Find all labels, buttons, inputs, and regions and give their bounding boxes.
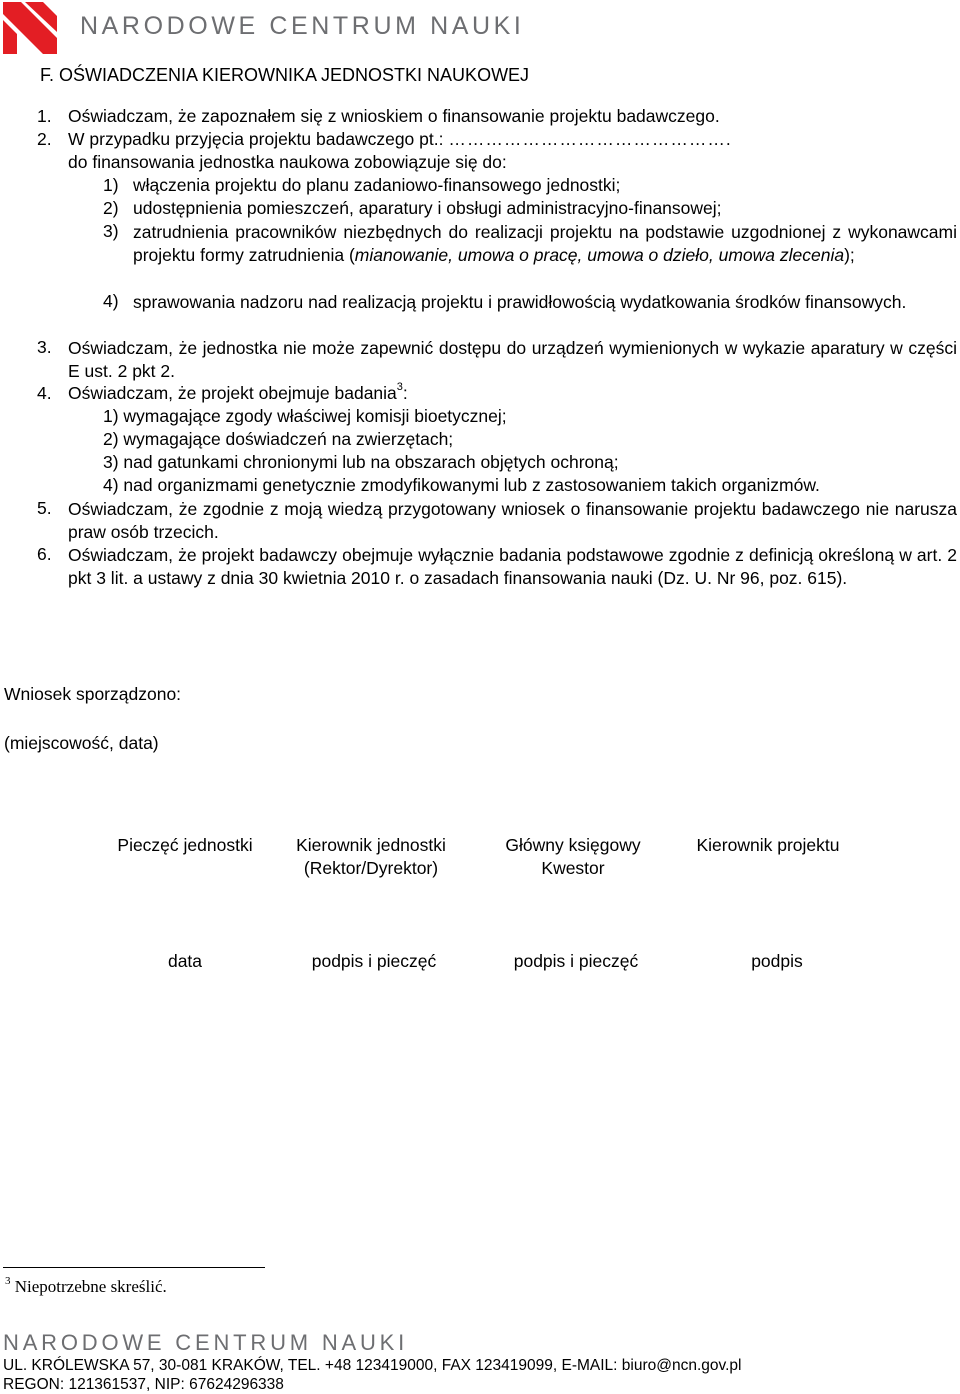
place-date-label: (miejscowość, data)	[4, 733, 159, 753]
statement-text: Oświadczam, że projekt obejmuje badania	[68, 383, 397, 403]
ncn-logo-icon	[3, 2, 57, 54]
sub-text: sprawowania nadzoru nad realizacją projektu i prawidłowością wydatkowania środków finansowych.	[133, 292, 907, 312]
employment-forms: mianowanie, umowa o pracę, umowa o dzieło, umowa zlecenia	[354, 245, 845, 265]
signature-header: Główny księgowy Kwestor	[505, 835, 641, 878]
signature-label: podpis i pieczęć	[311, 951, 437, 971]
signature-header: Pieczęć jednostki	[117, 835, 253, 855]
footnote-text: Niepotrzebne skreślić.	[10, 1277, 167, 1296]
signature-label: podpis	[751, 951, 803, 971]
signature-label: data	[167, 951, 203, 971]
statement-number: 5.	[37, 498, 52, 518]
statement-text: Oświadczam, że jednostka nie może zapewnić dostępu do urządzeń wymienionych w wykazie aparatury w części E ust. 2 pkt 2.	[68, 338, 957, 381]
footnote-ref: 3	[396, 381, 403, 393]
prepared-label: Wniosek sporządzono:	[4, 684, 182, 704]
statement-text-cont: do finansowania jednostka naukowa zobowiązuje się do:	[68, 152, 507, 172]
statement-text: Oświadczam, że zapoznałem się z wnioskiem o finansowanie projektu badawczego.	[68, 106, 720, 126]
footer-address: UL. KRÓLEWSKA 57, 30-081 KRAKÓW, TEL. +48 123419000, FAX 123419099, E-MAIL: biuro@ncn.gov.pl	[3, 1357, 742, 1374]
footnote-divider	[3, 1267, 265, 1268]
statement-number: 3.	[37, 337, 52, 357]
footnote	[5, 1277, 167, 1297]
statement-text: W przypadku przyjęcia projektu badawczego pt.:	[68, 129, 449, 149]
statement-number: 1.	[37, 106, 52, 126]
signature-label: podpis i pieczęć	[513, 951, 639, 971]
sub-number: 4)	[103, 291, 119, 311]
signature-header: Kierownik jednostki (Rektor/Dyrektor)	[296, 835, 446, 878]
statement-text: Oświadczam, że projekt badawczy obejmuje wyłącznie badania podstawowe zgodnie z definicją określoną w art. 2 pkt 3 lit. a ustawy z dnia 30 kwietnia 2010 r. o zasadach finansowania nauki (Dz. U. Nr 96, poz. 615).	[68, 545, 957, 588]
title-blank: ……………………………………….	[448, 129, 732, 149]
sub-text: zatrudnienia pracowników niezbędnych do realizacji projektu na podstawie uzgodnionej z wykonawcami projektu formy zatrudnienia (mianowanie, umowa o pracę, umowa o dzieło, umowa zlecenia);	[133, 222, 957, 265]
footnote-number: 3	[5, 1275, 11, 1287]
research-type: 4) nad organizmami genetycznie zmodyfikowanymi lub z zastosowaniem takich organizmów.	[103, 475, 820, 495]
sub-number: 2)	[103, 198, 119, 218]
statement-number: 6.	[37, 544, 52, 564]
section-title: F. OŚWIADCZENIA KIEROWNIKA JEDNOSTKI NAUKOWEJ	[40, 65, 530, 85]
statement-number: 4.	[37, 383, 52, 403]
sub-number: 1)	[103, 175, 119, 195]
sub-text: udostępnienia pomieszczeń, aparatury i obsługi administracyjno-finansowej;	[133, 198, 722, 218]
footer-ids: REGON: 121361537, NIP: 67624296338	[3, 1376, 284, 1393]
footer-org-name: NARODOWE CENTRUM NAUKI	[3, 1330, 409, 1355]
sub-text: włączenia projektu do planu zadaniowo-finansowego jednostki;	[133, 175, 621, 195]
signature-header: Kierownik projektu	[696, 835, 840, 855]
sub-number: 3)	[103, 221, 119, 241]
research-type: 2) wymagające doświadczeń na zwierzętach;	[103, 429, 454, 449]
research-type: 1) wymagające zgody właściwej komisji bioetycznej;	[103, 406, 507, 426]
statement-number: 2.	[37, 129, 52, 149]
statement-text: Oświadczam, że zgodnie z moją wiedzą przygotowany wniosek o finansowanie projektu badawczego nie narusza praw osób trzecich.	[68, 499, 957, 542]
research-type: 3) nad gatunkami chronionymi lub na obszarach objętych ochroną;	[103, 452, 619, 472]
header-org-name: NARODOWE CENTRUM NAUKI	[80, 12, 525, 40]
